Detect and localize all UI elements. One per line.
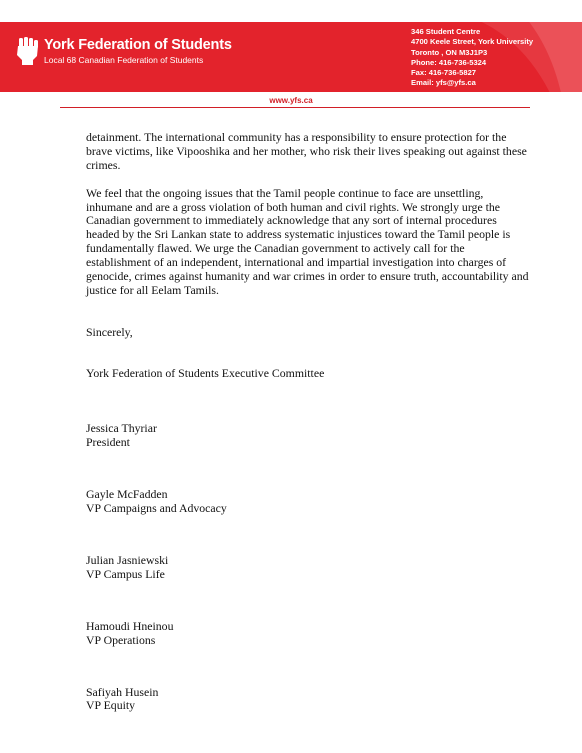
organization-subtitle: Local 68 Canadian Federation of Students xyxy=(44,55,204,65)
letter-body xyxy=(86,131,532,713)
paragraph-2: We feel that the ongoing issues that the Tamil people continue to face are unsettling, inhumane and are a gross violation of both human and civil rights. We strongly urge the Canadian government to immediately acknowledge that any sort of internal procedures headed by the Sri Lankan state to address systematic injustices toward the Tamil people is fundamentally flawed. We urge the Canadian government to actively call for the establishment of an independent, international and impartial investigation into charges of genocide, crimes against humanity and war crimes in order to ensure truth, accountability and justice for all Eelam Tamils. xyxy=(86,185,529,297)
contact-address-line: 346 Student Centre xyxy=(411,27,481,36)
signatory xyxy=(86,488,532,516)
signatory xyxy=(86,422,532,450)
contact-street-line: 4700 Keele Street, York University xyxy=(411,37,534,47)
signatory-title: VP Campaigns and Advocacy xyxy=(86,500,227,515)
organization-name: York Federation of Students xyxy=(44,37,232,53)
letterhead-banner xyxy=(0,22,582,92)
closing-salutation: Sincerely, xyxy=(86,324,133,339)
contact-city-line: Toronto , ON M3J1P3 xyxy=(411,47,488,57)
contact-block xyxy=(411,27,533,89)
contact-email-line: Email: yfs@yfs.ca xyxy=(411,78,476,88)
signatory-title: VP Equity xyxy=(86,698,136,713)
signatory xyxy=(86,686,532,714)
committee-signature: York Federation of Students Executive Committee xyxy=(86,366,325,381)
signatory xyxy=(86,554,532,582)
signatory-title: VP Operations xyxy=(86,632,156,647)
signatory-name: Gayle McFadden xyxy=(86,487,168,502)
signatory-name: Hamoudi Hneinou xyxy=(86,618,174,633)
contact-phone-line: Phone: 416-736-5324 xyxy=(411,57,487,67)
signatory-name: Jessica Thyriar xyxy=(86,421,157,436)
signatory-title: VP Campus Life xyxy=(86,566,165,581)
paragraph-1: detainment. The international community has a responsibility to ensure protection for the brave victims, like Vipooshika and her mother, who risk their lives speaking out against these crimes. xyxy=(86,130,527,172)
contact-fax-line: Fax: 416-736-5827 xyxy=(411,68,477,78)
signatory-title: President xyxy=(86,435,130,450)
website-url: www.yfs.ca xyxy=(269,96,313,105)
header-divider xyxy=(60,107,530,108)
signatory-name: Julian Jasniewski xyxy=(86,552,169,567)
signatory-name: Safiyah Husein xyxy=(86,684,159,699)
signatory xyxy=(86,620,532,648)
raised-fist-logo-icon xyxy=(14,36,40,66)
